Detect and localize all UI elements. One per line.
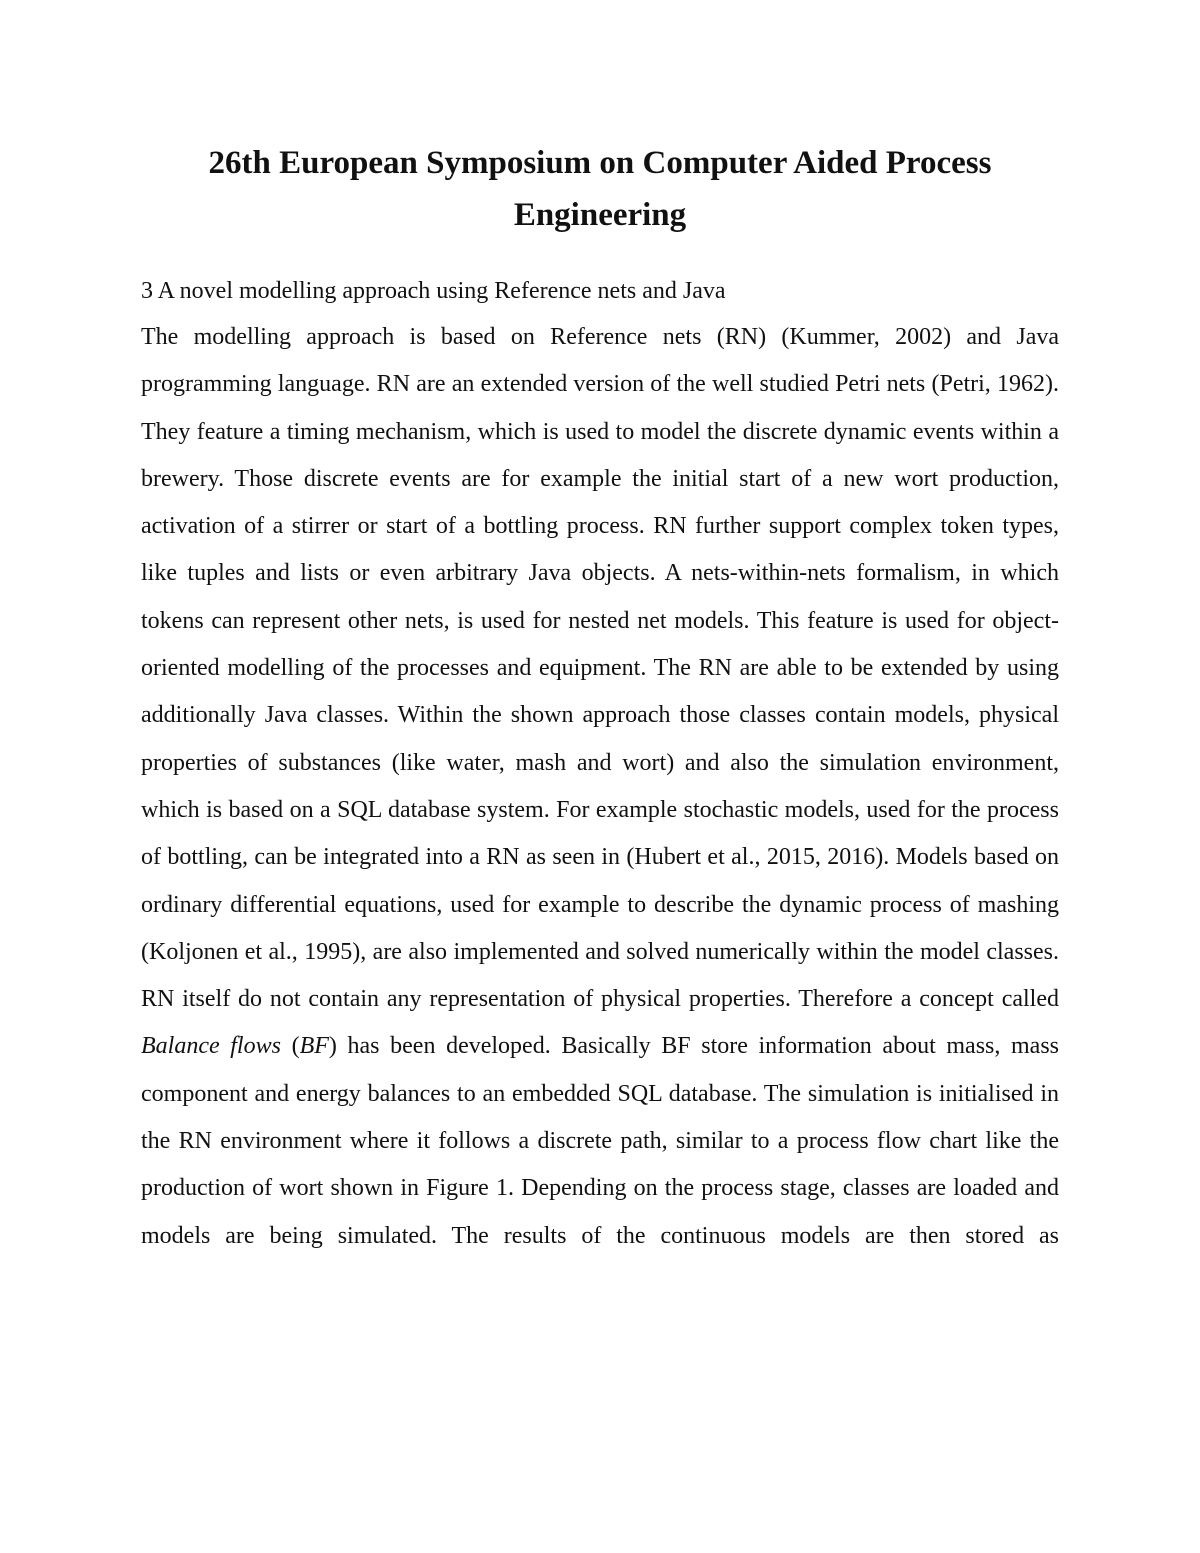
section-heading: 3 A novel modelling approach using Reference nets and Java [141,278,726,304]
paragraph-text-part-3: ) has been developed. Basically BF store information about mass, mass component and energy balances to an embedded SQL database. The simulation is initialised in the RN environment where it follows a discrete path, similar to a process flow chart like the production of wort shown in Figure 1. Depending on the process stage, classes are loaded and models are being simulated. The results of the continuous models are then stored as [141,1033,1060,1249]
paragraph-text-part-1: The modelling approach is based on Reference nets (RN) (Kummer, 2002) and Java programming language. RN are an extended version of the well studied Petri nets (Petri, 1962). They feature a timing mechanism, which is used to model the discrete dynamic events within a brewery. Those discrete events are for example the initial start of a new wort production, activation of a stirrer or start of a bottling process. RN further support complex token types, like tuples and lists or even arbitrary Java objects. A nets-within-nets formalism, in which tokens can represent other nets, is used for nested net models. This feature is used for object-oriented modelling of the processes and equipment. The RN are able to be extended by using additionally Java classes. Within the shown approach those classes contain models, physical properties of substances (like water, mash and wort) and also the simulation environment, which is based on a SQL database system. For example stochastic models, used for the process of bottling, can be integrated into a RN as seen in (Hubert et al., 2015, 2016). Models based on ordinary differential equations, used for example to describe the dynamic process of mashing (Koljonen et al., 1995), are also implemented and solved numerically within the model classes. RN itself do not contain any representation of physical properties. Therefore a concept called [141,324,1059,1013]
document-title: 26th European Symposium on Computer Aided Process Engineering [208,145,992,233]
balance-flows-term: Balance flows [141,1033,281,1060]
paragraph-text-part-2: ( [280,1033,300,1060]
bf-abbreviation: BF [299,1033,329,1060]
body-paragraph [141,314,1059,1260]
